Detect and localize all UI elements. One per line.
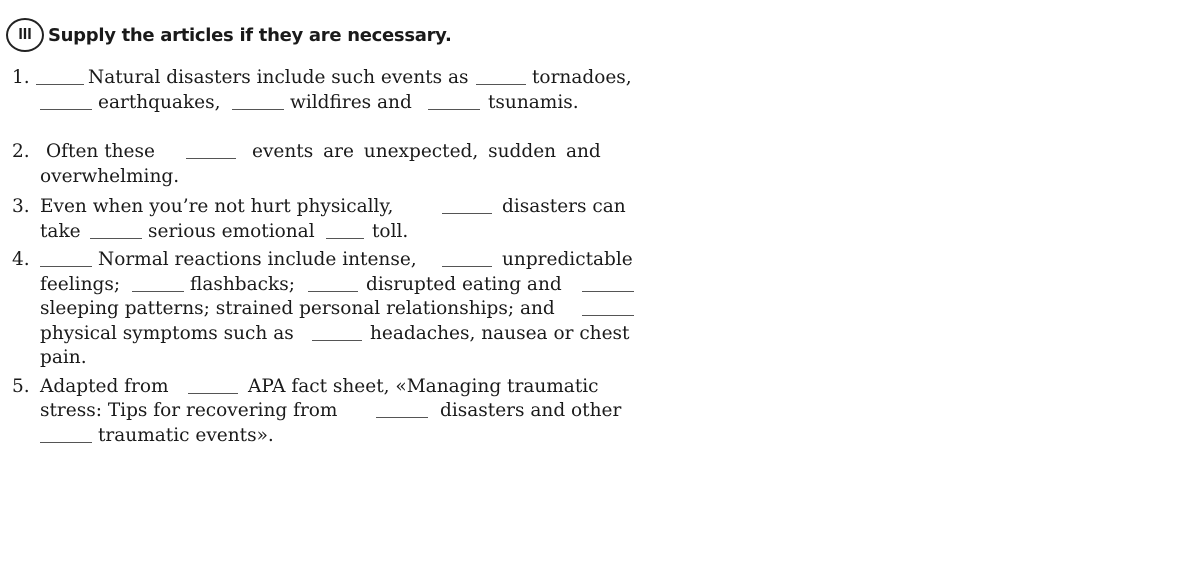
item-4-line-5	[0, 346, 640, 371]
answer-blank[interactable]	[232, 91, 284, 110]
answer-blank[interactable]	[36, 66, 84, 85]
item-4-line-1	[0, 248, 640, 273]
item-4-text: flashbacks;	[190, 273, 295, 295]
answer-blank[interactable]	[186, 140, 236, 159]
item-4-text: pain.	[40, 347, 87, 368]
answer-blank[interactable]	[326, 220, 364, 239]
item-3-line-1	[0, 195, 640, 220]
item-5-text: traumatic events».	[98, 424, 274, 446]
answer-blank[interactable]	[442, 248, 492, 267]
item-1-text: earthquakes,	[98, 91, 221, 113]
exercise-body	[0, 66, 640, 448]
item-5-line-3	[0, 424, 640, 449]
item-3-text: disasters can	[502, 196, 626, 217]
item-1-line-2	[0, 91, 640, 116]
item-1-number: 1.	[12, 67, 30, 88]
exercise-number-badge: III	[6, 18, 44, 52]
item-3-text: Even when you’re not hurt physically,	[40, 196, 394, 217]
answer-blank[interactable]	[40, 91, 92, 110]
item-1-text: wildfires and	[290, 91, 412, 113]
item-4-line-2	[0, 273, 640, 298]
item-3-text: take	[40, 220, 81, 242]
item-4-text: unpredictable	[502, 249, 633, 270]
item-5-text: stress: Tips for recovering from	[40, 400, 338, 421]
answer-blank[interactable]	[582, 273, 634, 292]
item-4-text: sleeping patterns; strained personal relationships; and	[40, 298, 555, 319]
answer-blank[interactable]	[476, 66, 526, 85]
item-2-text: events are unexpected, sudden and	[252, 141, 601, 162]
item-4-line-4	[0, 322, 640, 347]
item-1-text: tornadoes,	[532, 67, 632, 88]
item-2-line-1	[0, 140, 640, 165]
item-3-text: toll.	[372, 220, 409, 242]
answer-blank[interactable]	[308, 273, 358, 292]
answer-blank[interactable]	[90, 220, 142, 239]
item-5-line-2	[0, 399, 640, 424]
item-1-text: tsunamis.	[488, 91, 579, 113]
answer-blank[interactable]	[582, 297, 634, 316]
answer-blank[interactable]	[442, 195, 492, 214]
item-5-text: APA fact sheet, «Managing traumatic	[248, 375, 599, 397]
item-2-text: overwhelming.	[40, 165, 180, 187]
item-2-number: 2.	[12, 141, 30, 162]
answer-blank[interactable]	[312, 322, 362, 341]
answer-blank[interactable]	[428, 91, 480, 110]
item-5-text: disasters and other	[440, 400, 622, 421]
item-1-text: Natural disasters include such events as	[88, 67, 469, 88]
item-4-number: 4.	[12, 249, 30, 270]
item-4-text: feelings;	[40, 273, 121, 295]
item-4-text: Normal reactions include intense,	[98, 249, 417, 270]
item-2-text: Often these	[46, 141, 155, 162]
item-5-line-1	[0, 375, 640, 400]
item-4-text: physical symptoms such as	[40, 322, 294, 344]
answer-blank[interactable]	[40, 248, 92, 267]
item-4-text: headaches, nausea or chest	[370, 322, 630, 344]
item-1-line-1	[0, 66, 640, 91]
item-4-text: disrupted eating and	[366, 273, 562, 295]
answer-blank[interactable]	[40, 424, 92, 443]
answer-blank[interactable]	[376, 399, 428, 418]
item-5-number: 5.	[12, 375, 30, 397]
item-3-number: 3.	[12, 196, 30, 217]
answer-blank[interactable]	[132, 273, 184, 292]
item-4-line-3	[0, 297, 640, 322]
item-3-line-2	[0, 220, 640, 245]
item-2-line-2	[0, 165, 640, 190]
answer-blank[interactable]	[188, 375, 238, 394]
item-3-text: serious emotional	[148, 220, 315, 242]
exercise-title: Supply the articles if they are necessary.	[48, 24, 452, 46]
exercise-header	[6, 18, 452, 52]
item-5-text: Adapted from	[40, 375, 169, 397]
